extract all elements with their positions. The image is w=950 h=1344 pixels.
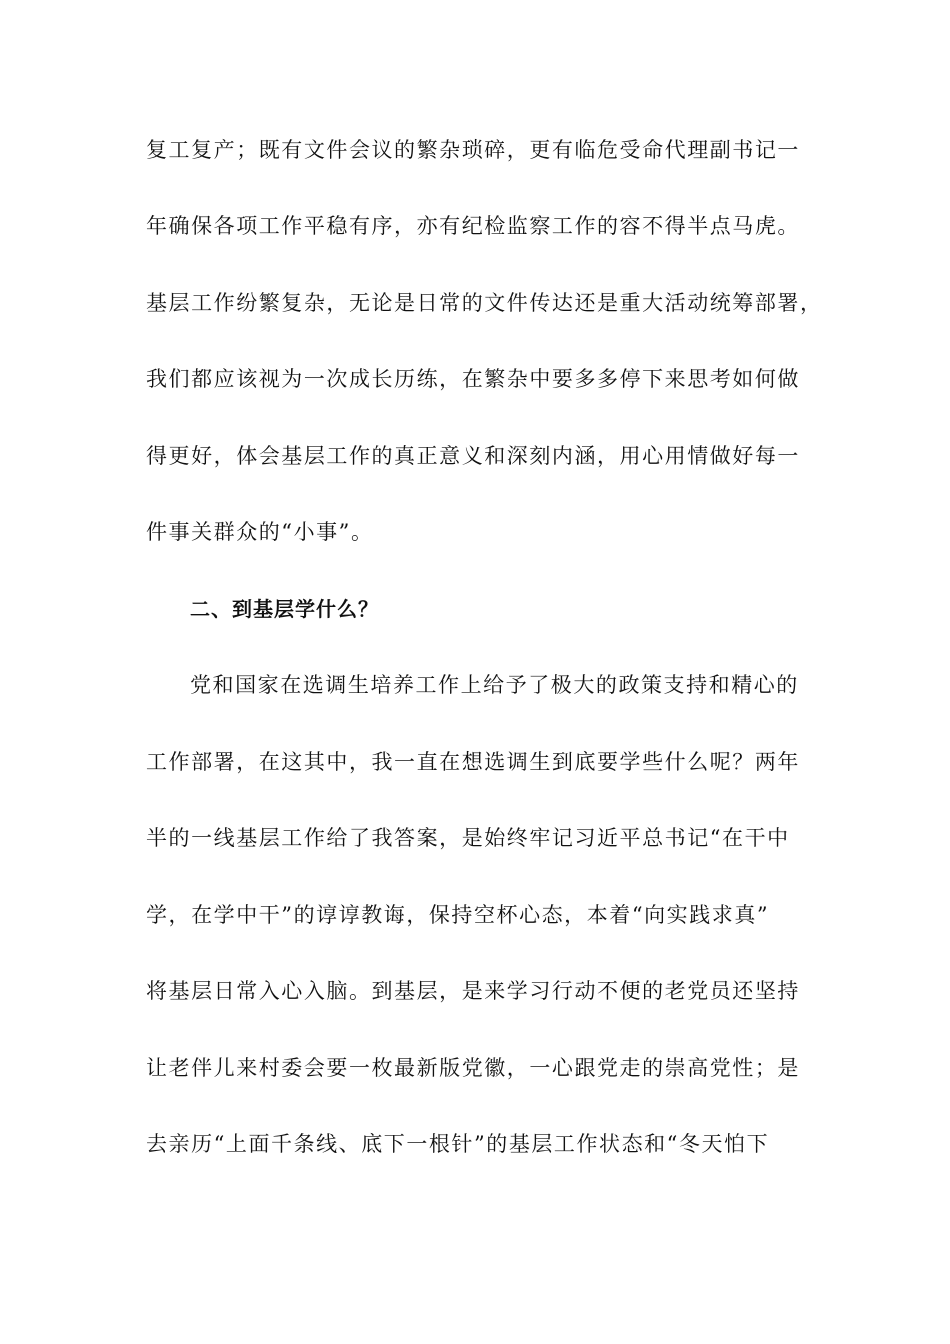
body-text-line: 党和国家在选调生培养工作上给予了极大的政策支持和精心的 (190, 673, 799, 697)
body-text-line: 年确保各项工作平稳有序，亦有纪检监察工作的容不得半点马虎。 (146, 214, 800, 238)
body-text-line: 让老伴儿来村委会要一枚最新版党徽，一心跟党走的崇高党性；是 (146, 1056, 800, 1080)
body-text-line: 我们都应该视为一次成长历练，在繁杂中要多多停下来思考如何做 (146, 367, 800, 391)
body-text-line: 去亲历“上面千条线、底下一根针”的基层工作状态和“冬天怕下 (146, 1132, 770, 1156)
section-heading: 二、到基层学什么？ (190, 597, 379, 621)
body-text-line: 件事关群众的“小事”。 (146, 520, 374, 544)
body-text-line: 将基层日常入心入脑。到基层，是来学习行动不便的老党员还坚持 (146, 979, 800, 1003)
body-text-line: 基层工作纷繁复杂，无论是日常的文件传达还是重大活动统筹部署， (146, 291, 823, 315)
body-text-line: 工作部署，在这其中，我一直在想选调生到底要学些什么呢？两年 (146, 750, 800, 774)
body-text-line: 得更好，体会基层工作的真正意义和深刻内涵，用心用情做好每一 (146, 444, 800, 468)
body-text-line: 半的一线基层工作给了我答案，是始终牢记习近平总书记“在干中 (146, 826, 790, 850)
body-text-line: 学，在学中干”的谆谆教诲，保持空杯心态，本着“向实践求真” (146, 903, 770, 927)
body-text-line: 复工复产；既有文件会议的繁杂琐碎，更有临危受命代理副书记一 (146, 138, 800, 162)
